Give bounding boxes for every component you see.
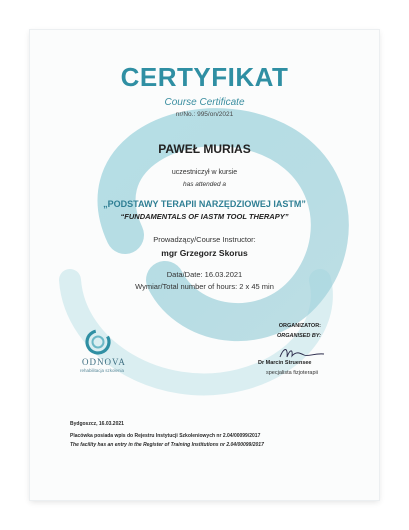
instructor-name: mgr Grzegorz Skorus [161, 248, 248, 258]
organizer-label-pl: ORGANIZATOR: [278, 323, 321, 329]
odnova-logo-icon [78, 328, 118, 358]
signature-icon [278, 345, 328, 361]
attended-text-en: has attended a [182, 181, 226, 188]
attended-text-pl: uczestniczył w kursie [171, 169, 238, 176]
course-title-en: “FUNDAMENTALS OF IASTM TOOL THERAPY” [120, 212, 289, 221]
course-hours: Wymiar/Total number of hours: 2 x 45 min [135, 282, 274, 291]
course-date: Data/Date: 16.03.2021 [166, 270, 243, 279]
certificate-number: nr/No.: 995/on/2021 [175, 111, 234, 118]
certificate-subtitle: Course Certificate [164, 97, 245, 108]
participant-name: PAWEŁ MURIAS [158, 142, 251, 156]
certificate-sheet [30, 30, 379, 500]
registry-note-en: The facility has an entry in the Register of Training Institutions nr 2.04/00099/2017 [70, 442, 264, 448]
registry-note-pl: Placówka posiada wpis do Rejestru Instytucji Szkoleniowych nr 2.04/00099/2017 [70, 433, 261, 439]
signer-role: specjalista fizjoterapii [266, 370, 318, 376]
organizer-label-en: ORGANISED BY: [276, 333, 321, 339]
signer-name: Dr Marcin Struensee [258, 360, 312, 366]
logo-tagline: rehabilitacja szkolenia [80, 368, 125, 373]
certificate-title: CERTYFIKAT [120, 62, 289, 92]
instructor-label: Prowadzący/Course Instructor: [153, 235, 256, 244]
logo-name: ODNOVA [82, 357, 126, 367]
course-title-pl: „PODSTAWY TERAPII NARZĘDZIOWEJ IASTM” [103, 199, 306, 209]
issue-place-date: Bydgoszcz, 16.03.2021 [70, 421, 124, 427]
